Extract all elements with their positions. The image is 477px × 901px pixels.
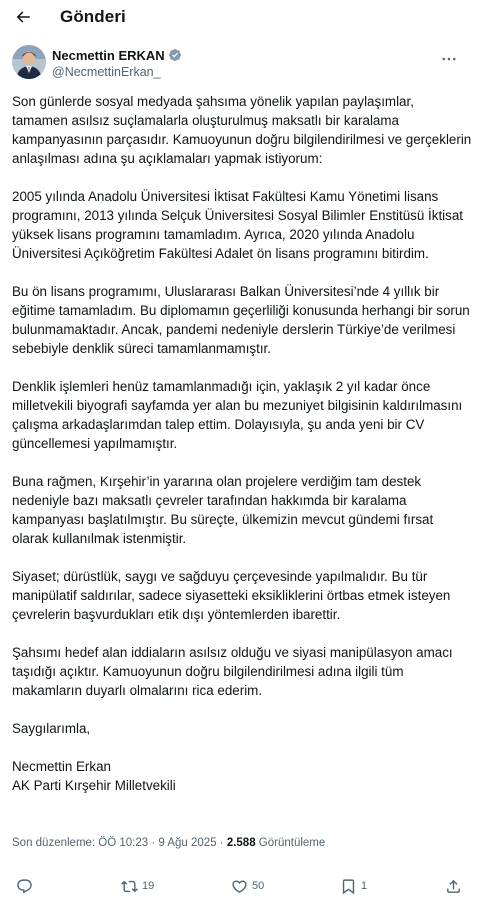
signature-title: AK Parti Kırşehir Milletvekili <box>12 778 176 793</box>
post-paragraph: Şahsımı hedef alan iddiaların asılsız olduğu ve siyasi manipülasyon amacı taşıdığı açıktır. Kamuoyunun doğru bilgilendirilmesi adına ilgili tüm makamların duyarlı olmalarını rica ederim. <box>12 645 453 698</box>
retweet-count: 19 <box>142 880 155 892</box>
more-horizontal-icon <box>440 50 458 68</box>
author-name-line <box>52 47 182 63</box>
page-title: Gönderi <box>60 7 126 26</box>
author-name[interactable]: Necmettin ERKAN <box>52 47 165 63</box>
reply-icon <box>16 878 33 895</box>
action-bar <box>0 871 477 899</box>
bookmark-button[interactable] <box>340 875 367 897</box>
post-paragraph: Buna rağmen, Kırşehir’in yararına olan projelere verdiğim tam destek nedeniyle bazı maksatlı çevreler tarafından hakkımda bir karalama kampanyası başlatılmıştır. Bu süreçte, ülkemizin mevcut gündemi fırsat olarak kullanılmak istenmiştir. <box>12 474 434 546</box>
more-options-button[interactable] <box>437 47 461 71</box>
avatar-image <box>12 45 46 79</box>
author-names <box>52 47 182 79</box>
bookmark-count: 1 <box>361 880 368 892</box>
bookmark-icon <box>340 878 357 895</box>
retweet-icon <box>121 878 138 895</box>
author-handle[interactable]: @NecmettinErkan_ <box>52 65 161 79</box>
avatar[interactable] <box>12 45 46 79</box>
share-button[interactable] <box>445 875 462 897</box>
arrow-left-icon <box>14 8 32 26</box>
heart-icon <box>231 878 248 895</box>
author-row <box>12 45 467 85</box>
verified-badge-icon <box>168 48 182 62</box>
post-text <box>12 92 472 795</box>
post-paragraph: Saygılarımla, <box>12 721 91 736</box>
like-count: 50 <box>252 880 265 892</box>
top-bar <box>0 0 477 34</box>
back-button[interactable] <box>10 4 36 30</box>
retweet-button[interactable] <box>121 875 154 897</box>
post-paragraph: Siyaset; dürüstlük, saygı ve sağduyu çerçevesinde yapılmalıdır. Bu tür manipülatif saldırılar, sadece siyasetteki eksikliklerini örtbas etmek isteyen çevrelerin başvurdukları etik dışı yöntemlerden ibarettir. <box>12 569 451 622</box>
post-paragraph: Son günlerde sosyal medyada şahsıma yönelik yapılan paylaşımlar, tamamen asılsız suçlamalarla oluşturulmuş maksatlı bir karalama kampanyasının parçasıdır. Kamuoyunun doğru bilgilendirilmesi ve gerçeklerin anlaşılması adına şu açıklamaları yapmak istiyorum: <box>12 94 472 166</box>
share-icon <box>445 878 462 895</box>
signature-name: Necmettin Erkan <box>12 759 111 774</box>
post-paragraph: 2005 yılında Anadolu Üniversitesi İktisat Fakültesi Kamu Yönetimi lisans programını, 2013 yılında Selçuk Üniversitesi Sosyal Bilimler Enstitüsü İktisat yüksek lisans programını tamamladım. Ayrıca, 2020 yılında Anadolu Üniversitesi Açıköğretim Fakültesi Adalet ön lisans programını bitirdim. <box>12 189 464 261</box>
post-paragraph: Bu ön lisans programımı, Uluslararası Balkan Üniversitesi’nde 4 yıllık bir eğitime tamamladım. Bu diplomamın geçerliliği konusunda herhangi bir sorun bulunmamaktadır. Ancak, pandemi nedeniyle derslerin Türkiye’de verilmesi sebebiyle denklik süreci tamamlanmamıştır. <box>12 284 470 356</box>
post-paragraph: Denklik işlemleri henüz tamamlanmadığı için, yaklaşık 2 yıl kadar önce milletvekili biyografi sayfamda yer alan bu mezuniyet bilgisinin kaldırılmasını çalışma arkadaşlarımdan talep ettim. Dolayısıyla, şu anda yeni bir CV güncellemesi yapılmamıştır. <box>12 379 463 451</box>
post-meta <box>12 837 325 849</box>
reply-button[interactable] <box>16 875 33 897</box>
views-count: 2.588 <box>226 837 256 849</box>
views-label: Görüntüleme <box>255 837 326 849</box>
edited-timestamp[interactable]: Son düzenleme: ÖÖ 10:23 · 9 Ağu 2025 · <box>12 837 227 849</box>
like-button[interactable] <box>231 875 264 897</box>
